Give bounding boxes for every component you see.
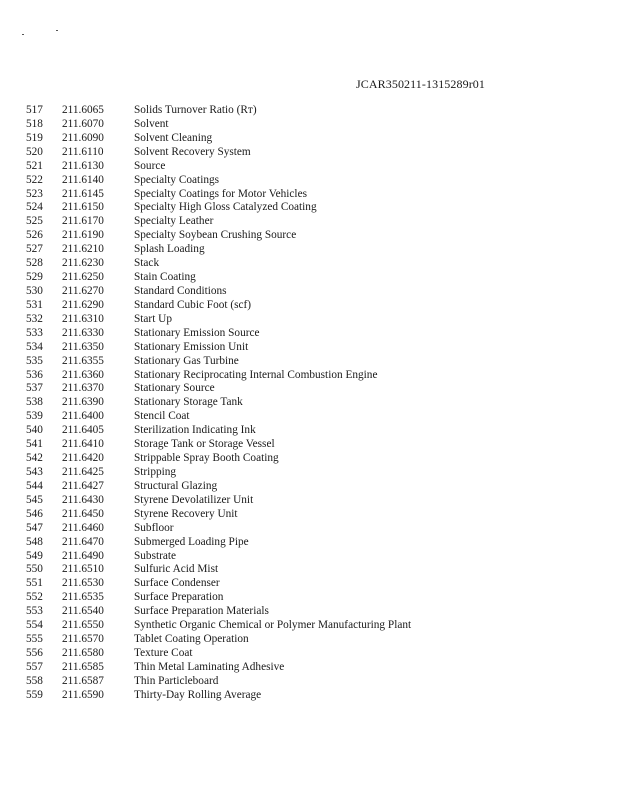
item-number: 536 bbox=[26, 368, 43, 381]
list-item bbox=[0, 494, 618, 508]
item-number: 519 bbox=[26, 131, 43, 144]
section-number: 211.6110 bbox=[62, 145, 104, 158]
section-number: 211.6310 bbox=[62, 312, 104, 325]
list-item bbox=[0, 285, 618, 299]
section-number: 211.6270 bbox=[62, 284, 104, 297]
defined-term: Styrene Devolatilizer Unit bbox=[134, 493, 254, 506]
item-number: 540 bbox=[26, 424, 43, 437]
section-number: 211.6350 bbox=[62, 340, 104, 353]
defined-term: Specialty High Gloss Catalyzed Coating bbox=[134, 201, 317, 214]
item-number: 553 bbox=[26, 605, 43, 618]
list-item bbox=[0, 466, 618, 480]
defined-term: Subfloor bbox=[134, 521, 174, 534]
item-number: 532 bbox=[26, 312, 43, 325]
item-number: 527 bbox=[26, 243, 43, 256]
list-item bbox=[0, 382, 618, 396]
list-item bbox=[0, 229, 618, 243]
section-number: 211.6540 bbox=[62, 605, 104, 618]
section-number: 211.6070 bbox=[62, 117, 104, 130]
list-item bbox=[0, 563, 618, 577]
section-number: 211.6587 bbox=[62, 674, 104, 687]
section-number: 211.6230 bbox=[62, 257, 104, 270]
defined-term: Solvent Recovery System bbox=[134, 145, 251, 158]
scan-speck bbox=[22, 34, 24, 35]
defined-term: Tablet Coating Operation bbox=[134, 633, 249, 646]
item-number: 547 bbox=[26, 521, 43, 534]
list-item bbox=[0, 271, 618, 285]
defined-term: Solvent Cleaning bbox=[134, 131, 213, 144]
item-number: 520 bbox=[26, 145, 43, 158]
list-item bbox=[0, 299, 618, 313]
defined-term: Sulfuric Acid Mist bbox=[134, 563, 219, 576]
section-number: 211.6450 bbox=[62, 507, 104, 520]
item-number: 545 bbox=[26, 493, 43, 506]
list-item bbox=[0, 160, 618, 174]
item-number: 522 bbox=[26, 173, 43, 186]
section-number: 211.6250 bbox=[62, 271, 104, 284]
section-number: 211.6460 bbox=[62, 521, 104, 534]
defined-term: Storage Tank or Storage Vessel bbox=[134, 438, 275, 451]
defined-term: Submerged Loading Pipe bbox=[134, 535, 249, 548]
section-number: 211.6210 bbox=[62, 243, 104, 256]
item-number: 546 bbox=[26, 507, 43, 520]
item-number: 544 bbox=[26, 479, 43, 492]
section-number: 211.6427 bbox=[62, 479, 104, 492]
defined-term: Stationary Gas Turbine bbox=[134, 354, 239, 367]
item-number: 525 bbox=[26, 215, 43, 228]
defined-term: Stationary Emission Source bbox=[134, 326, 260, 339]
item-number: 530 bbox=[26, 284, 43, 297]
item-number: 551 bbox=[26, 577, 43, 590]
document-id: JCAR350211-1315289r01 bbox=[356, 77, 485, 91]
list-item bbox=[0, 577, 618, 591]
section-number: 211.6090 bbox=[62, 131, 104, 144]
item-number: 537 bbox=[26, 382, 43, 395]
item-number: 535 bbox=[26, 354, 43, 367]
defined-term: Stationary Reciprocating Internal Combustion Engine bbox=[134, 368, 378, 381]
list-item bbox=[0, 522, 618, 536]
item-number: 558 bbox=[26, 674, 43, 687]
defined-term: Standard Cubic Foot (scf) bbox=[134, 298, 252, 311]
scan-speck bbox=[56, 30, 58, 31]
section-number: 211.6570 bbox=[62, 633, 104, 646]
item-number: 533 bbox=[26, 326, 43, 339]
section-number: 211.6405 bbox=[62, 424, 104, 437]
list-item bbox=[0, 313, 618, 327]
section-number: 211.6470 bbox=[62, 535, 104, 548]
section-number: 211.6430 bbox=[62, 493, 104, 506]
section-number: 211.6390 bbox=[62, 396, 104, 409]
defined-term: Substrate bbox=[134, 549, 177, 562]
item-number: 549 bbox=[26, 549, 43, 562]
section-number: 211.6580 bbox=[62, 646, 104, 659]
defined-term: Thin Particleboard bbox=[134, 674, 219, 687]
defined-term: Styrene Recovery Unit bbox=[134, 507, 238, 520]
list-item bbox=[0, 661, 618, 675]
list-item bbox=[0, 174, 618, 188]
item-number: 528 bbox=[26, 257, 43, 270]
section-number: 211.6355 bbox=[62, 354, 104, 367]
list-item bbox=[0, 104, 618, 118]
section-number: 211.6330 bbox=[62, 326, 104, 339]
list-item bbox=[0, 410, 618, 424]
section-number: 211.6065 bbox=[62, 104, 104, 116]
list-item bbox=[0, 633, 618, 647]
item-number: 521 bbox=[26, 159, 43, 172]
defined-term: Start Up bbox=[134, 312, 172, 325]
list-item bbox=[0, 215, 618, 229]
item-number: 539 bbox=[26, 410, 43, 423]
list-item bbox=[0, 424, 618, 438]
item-number: 531 bbox=[26, 298, 43, 311]
list-item bbox=[0, 689, 618, 703]
list-item bbox=[0, 118, 618, 132]
list-item bbox=[0, 675, 618, 689]
list-item bbox=[0, 369, 618, 383]
defined-term: Strippable Spray Booth Coating bbox=[134, 452, 279, 465]
item-number: 556 bbox=[26, 646, 43, 659]
item-number: 524 bbox=[26, 201, 43, 214]
item-number: 538 bbox=[26, 396, 43, 409]
item-number: 518 bbox=[26, 117, 43, 130]
defined-term: Source bbox=[134, 159, 166, 172]
defined-term: Surface Condenser bbox=[134, 577, 220, 590]
list-item bbox=[0, 591, 618, 605]
item-number: 517 bbox=[26, 104, 43, 116]
item-number: 552 bbox=[26, 591, 43, 604]
defined-term: Synthetic Organic Chemical or Polymer Manufacturing Plant bbox=[134, 619, 412, 632]
item-number: 543 bbox=[26, 465, 43, 478]
defined-term: Solids Turnover Ratio (Rᴛ) bbox=[134, 104, 257, 116]
item-number: 529 bbox=[26, 271, 43, 284]
section-number: 211.6510 bbox=[62, 563, 104, 576]
list-item bbox=[0, 201, 618, 215]
list-item bbox=[0, 480, 618, 494]
item-number: 523 bbox=[26, 187, 43, 200]
defined-term: Solvent bbox=[134, 117, 169, 130]
defined-term: Stain Coating bbox=[134, 271, 196, 284]
list-item bbox=[0, 536, 618, 550]
defined-term: Thin Metal Laminating Adhesive bbox=[134, 660, 285, 673]
defined-term: Texture Coat bbox=[134, 646, 193, 659]
list-item bbox=[0, 438, 618, 452]
section-number: 211.6145 bbox=[62, 187, 104, 200]
list-item bbox=[0, 508, 618, 522]
item-number: 526 bbox=[26, 229, 43, 242]
defined-term: Specialty Soybean Crushing Source bbox=[134, 229, 297, 242]
item-number: 555 bbox=[26, 633, 43, 646]
defined-term: Sterilization Indicating Ink bbox=[134, 424, 256, 437]
defined-term: Specialty Coatings for Motor Vehicles bbox=[134, 187, 307, 200]
section-number: 211.6150 bbox=[62, 201, 104, 214]
defined-term: Thirty-Day Rolling Average bbox=[134, 688, 262, 701]
defined-term: Stationary Emission Unit bbox=[134, 340, 249, 353]
item-number: 548 bbox=[26, 535, 43, 548]
defined-term: Specialty Coatings bbox=[134, 173, 220, 186]
list-item bbox=[0, 605, 618, 619]
list-item bbox=[0, 243, 618, 257]
section-number: 211.6490 bbox=[62, 549, 104, 562]
list-item bbox=[0, 355, 618, 369]
section-number: 211.6400 bbox=[62, 410, 104, 423]
defined-term: Standard Conditions bbox=[134, 284, 227, 297]
list-item bbox=[0, 550, 618, 564]
list-item bbox=[0, 396, 618, 410]
item-number: 542 bbox=[26, 452, 43, 465]
defined-term: Stripping bbox=[134, 465, 177, 478]
item-number: 557 bbox=[26, 660, 43, 673]
list-item bbox=[0, 327, 618, 341]
defined-term: Stack bbox=[134, 257, 160, 270]
list-item bbox=[0, 619, 618, 633]
list-item bbox=[0, 452, 618, 466]
list-item bbox=[0, 132, 618, 146]
section-number: 211.6535 bbox=[62, 591, 104, 604]
section-number: 211.6420 bbox=[62, 452, 104, 465]
defined-term: Splash Loading bbox=[134, 243, 205, 256]
defined-term: Surface Preparation bbox=[134, 591, 224, 604]
list-item bbox=[0, 257, 618, 271]
defined-term: Surface Preparation Materials bbox=[134, 605, 269, 618]
item-number: 550 bbox=[26, 563, 43, 576]
section-number: 211.6590 bbox=[62, 688, 104, 701]
item-number: 559 bbox=[26, 688, 43, 701]
section-number: 211.6550 bbox=[62, 619, 104, 632]
section-number: 211.6290 bbox=[62, 298, 104, 311]
item-number: 554 bbox=[26, 619, 43, 632]
defined-term: Stationary Source bbox=[134, 382, 215, 395]
list-item bbox=[0, 146, 618, 160]
list-item bbox=[0, 341, 618, 355]
item-number: 534 bbox=[26, 340, 43, 353]
defined-term: Stencil Coat bbox=[134, 410, 190, 423]
list-item bbox=[0, 647, 618, 661]
defined-term: Structural Glazing bbox=[134, 479, 218, 492]
section-number: 211.6140 bbox=[62, 173, 104, 186]
defined-term: Specialty Leather bbox=[134, 215, 214, 228]
defined-term: Stationary Storage Tank bbox=[134, 396, 243, 409]
item-number: 541 bbox=[26, 438, 43, 451]
section-number: 211.6130 bbox=[62, 159, 104, 172]
definitions-list bbox=[0, 104, 618, 703]
section-number: 211.6170 bbox=[62, 215, 104, 228]
section-number: 211.6370 bbox=[62, 382, 104, 395]
section-number: 211.6425 bbox=[62, 465, 104, 478]
section-number: 211.6585 bbox=[62, 660, 104, 673]
section-number: 211.6410 bbox=[62, 438, 104, 451]
list-item bbox=[0, 188, 618, 202]
section-number: 211.6190 bbox=[62, 229, 104, 242]
section-number: 211.6360 bbox=[62, 368, 104, 381]
section-number: 211.6530 bbox=[62, 577, 104, 590]
